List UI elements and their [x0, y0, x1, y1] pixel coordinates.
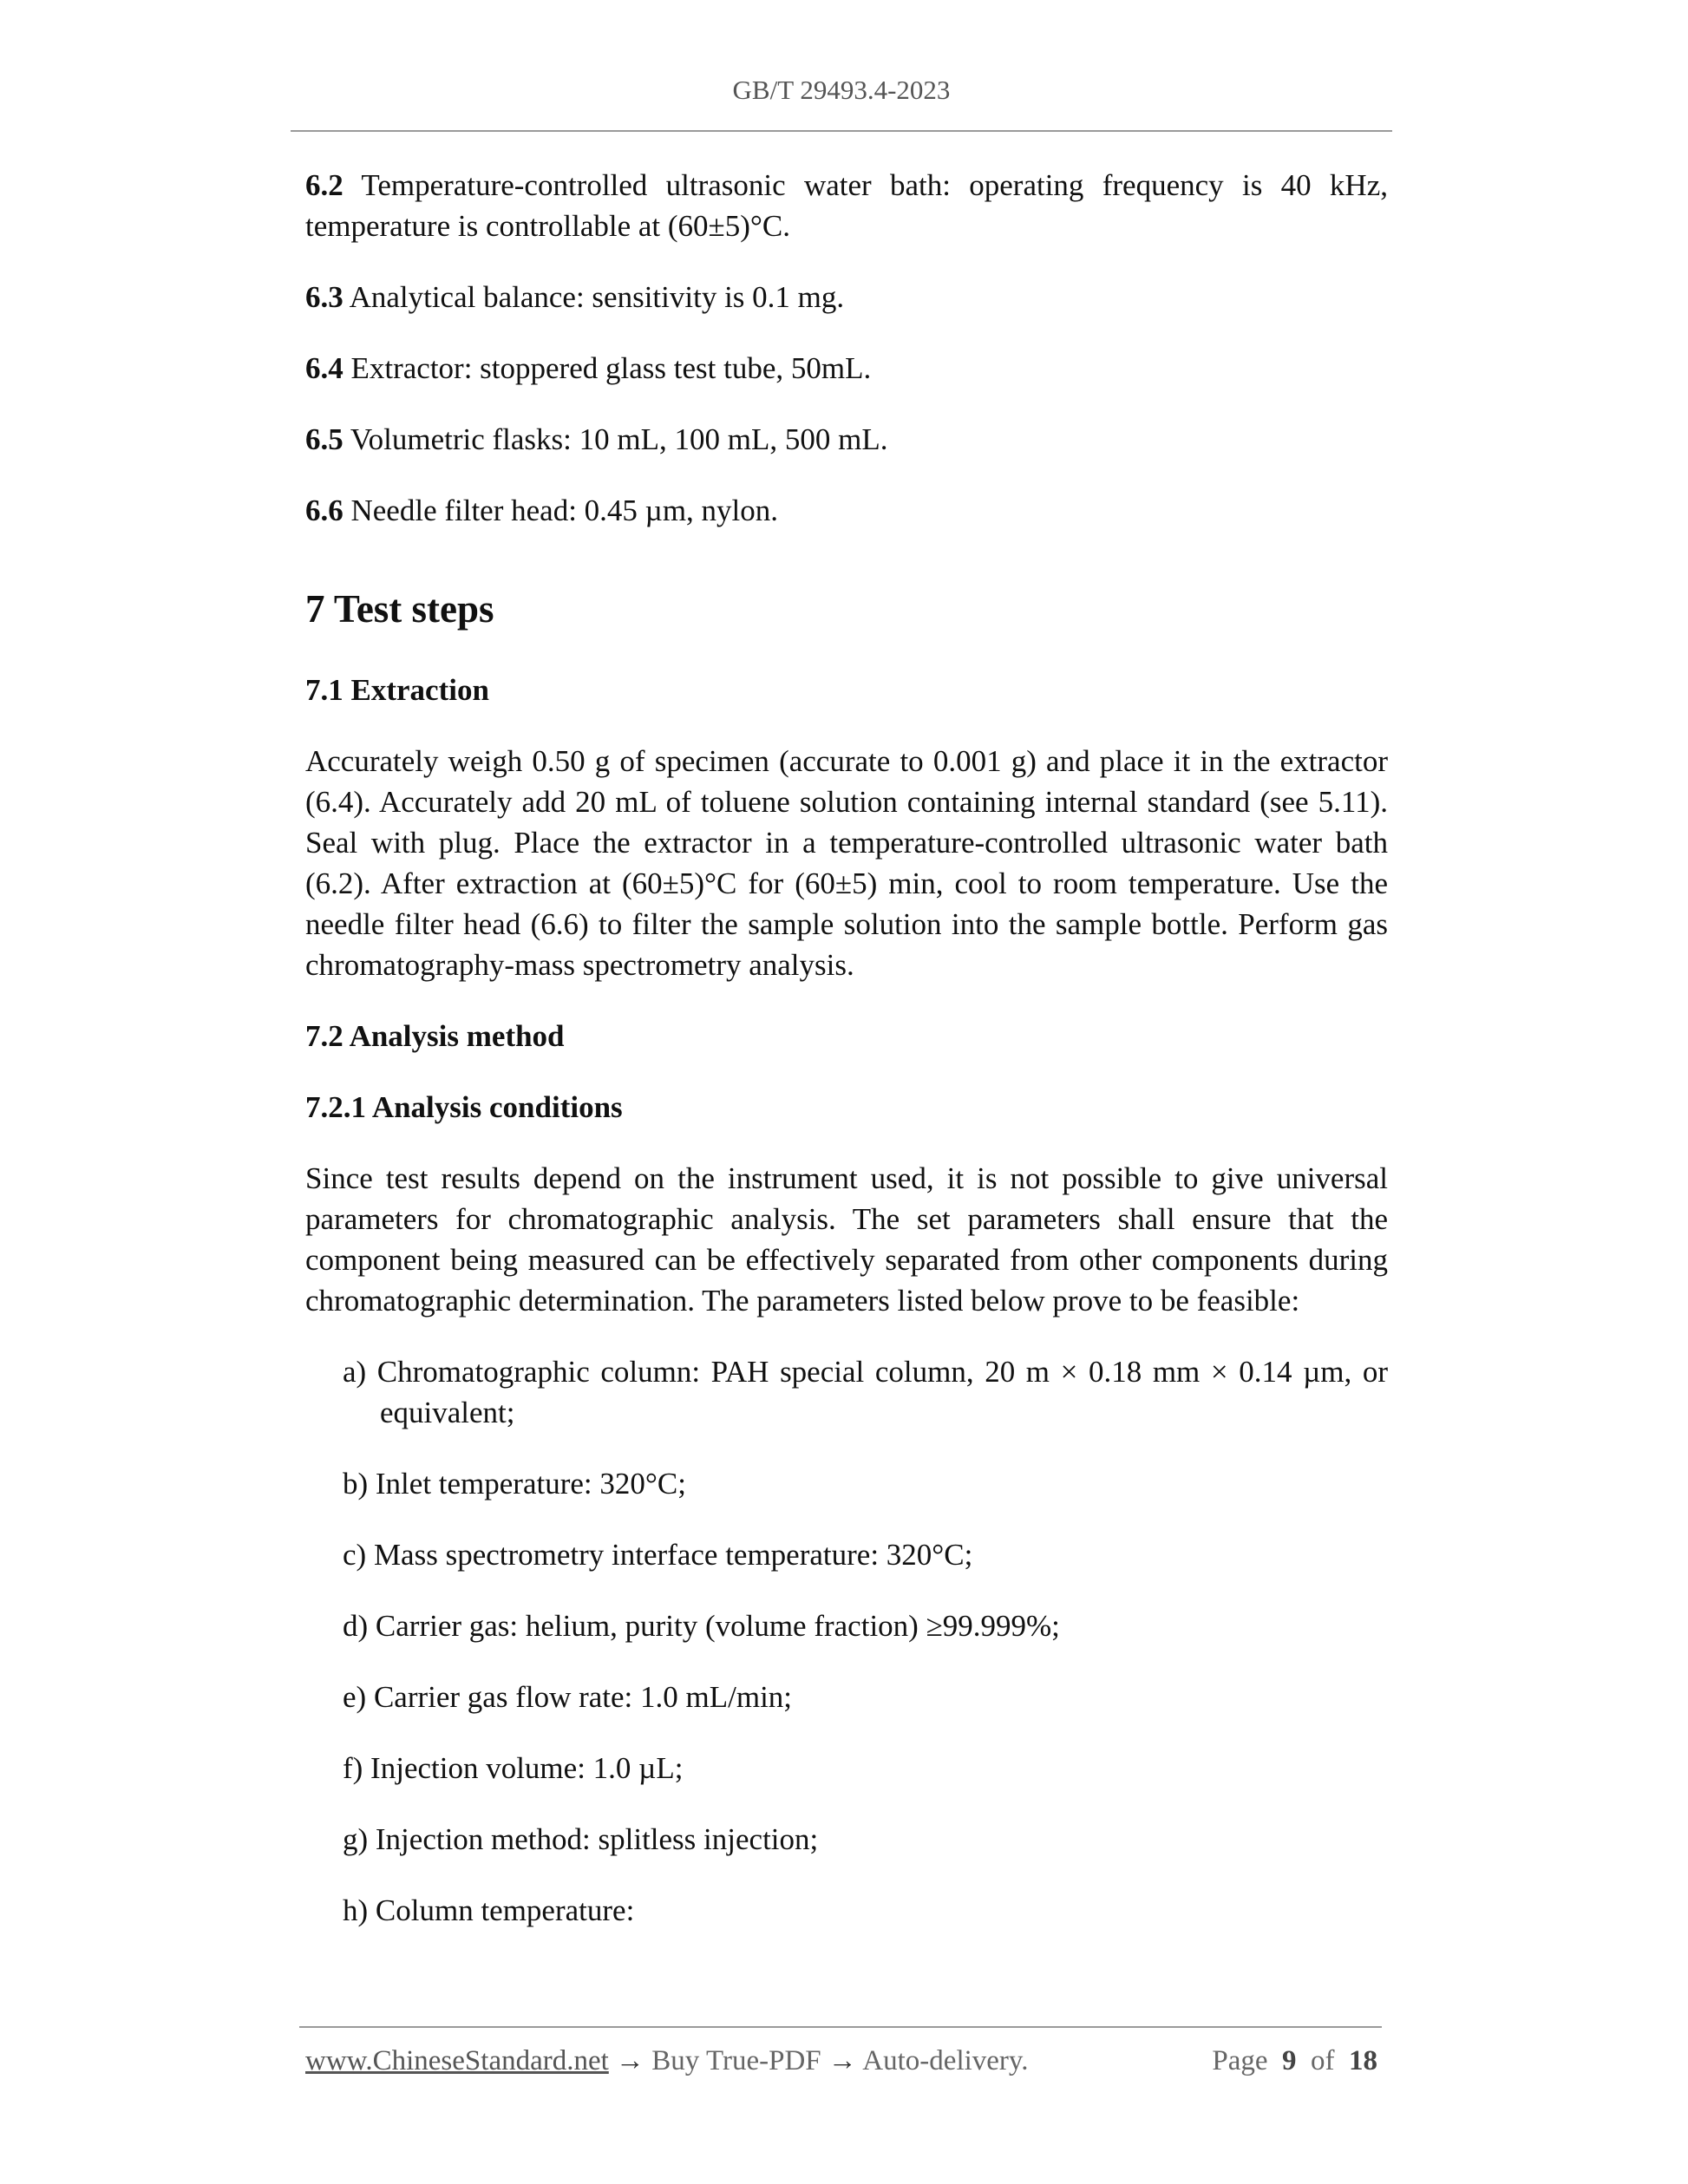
clause-6-5 [305, 419, 1388, 460]
document-body [305, 165, 1388, 1931]
clause-6-3 [305, 277, 1388, 317]
footer-promo [305, 2045, 1029, 2077]
list-item: b) Inlet temperature: 320°C; [343, 1467, 686, 1501]
list-item: a) Chromatographic column: PAH special column, 20 m × 0.18 mm × 0.14 µm, or equivalent; [343, 1355, 1388, 1429]
arrow-right-icon: → [828, 2045, 857, 2076]
page-number: 9 [1282, 2045, 1297, 2076]
list-item: g) Injection method: splitless injection; [343, 1822, 819, 1856]
arrow-right-icon: → [616, 2045, 645, 2076]
parameter-list [305, 1351, 1388, 1931]
paragraph-7-1: Accurately weigh 0.50 g of specimen (accurate to 0.001 g) and place it in the extractor (6.4). Accurately add 20 mL of toluene solution containing internal standard (see 5.11). Seal with plug. Place the extractor in a temperature-controlled ultrasonic water bath (6.2). After extraction at (60±5)°C for (60±5) min, cool to room temperature. Use the needle filter head (6.6) to filter the sample solution into the sample bottle. Perform gas chromatography-mass spectrometry analysis. [305, 744, 1388, 982]
list-item: e) Carrier gas flow rate: 1.0 mL/min; [343, 1680, 793, 1714]
clause-number: 6.2 [305, 168, 343, 202]
list-item: h) Column temperature: [343, 1893, 635, 1927]
clause-6-4 [305, 348, 1388, 389]
clause-text: Temperature-controlled ultrasonic water bath: operating frequency is 40 kHz, temperature is controllable at (60±5)°C. [305, 168, 1388, 243]
clause-6-6 [305, 490, 1388, 531]
paragraph-7-2-1: Since test results depend on the instrument used, it is not possible to give universal parameters for chromatographic analysis. The set parameters shall ensure that the component being measured can be effectively separated from other components during chromatographic determination. The parameters listed below prove to be feasible: [305, 1161, 1388, 1318]
clause-number: 6.3 [305, 280, 343, 314]
buy-text: Buy True-PDF [644, 2045, 828, 2076]
delivery-text: Auto-delivery. [856, 2045, 1029, 2076]
clause-number: 6.5 [305, 422, 343, 456]
clause-text: Extractor: stoppered glass test tube, 50mL. [343, 351, 872, 385]
clause-text: Analytical balance: sensitivity is 0.1 mg. [343, 280, 845, 314]
footer-divider [299, 2026, 1382, 2028]
of-label: of [1311, 2045, 1335, 2076]
clause-number: 6.6 [305, 494, 343, 527]
footer [305, 2045, 1388, 2089]
subsection-heading-7-1: 7.1 Extraction [305, 673, 489, 707]
subsection-heading-7-2-1: 7.2.1 Analysis conditions [305, 1090, 623, 1124]
subsection-heading-7-2: 7.2 Analysis method [305, 1019, 565, 1053]
list-item: c) Mass spectrometry interface temperature: 320°C; [343, 1538, 973, 1572]
section-heading-7: 7 Test steps [305, 587, 494, 631]
page-label: Page [1212, 2045, 1268, 2076]
clause-6-2 [305, 165, 1388, 246]
page-total: 18 [1349, 2045, 1377, 2076]
header-title: GB/T 29493.4-2023 [732, 75, 951, 105]
page-indicator [1212, 2045, 1377, 2077]
clause-text: Volumetric flasks: 10 mL, 100 mL, 500 mL. [343, 422, 888, 456]
list-item: f) Injection volume: 1.0 µL; [343, 1751, 684, 1785]
clause-number: 6.4 [305, 351, 343, 385]
clause-text: Needle filter head: 0.45 µm, nylon. [343, 494, 779, 527]
website-link[interactable]: www.ChineseStandard.net [305, 2045, 609, 2076]
list-item: d) Carrier gas: helium, purity (volume fraction) ≥99.999%; [343, 1609, 1060, 1643]
header-divider [291, 130, 1392, 132]
